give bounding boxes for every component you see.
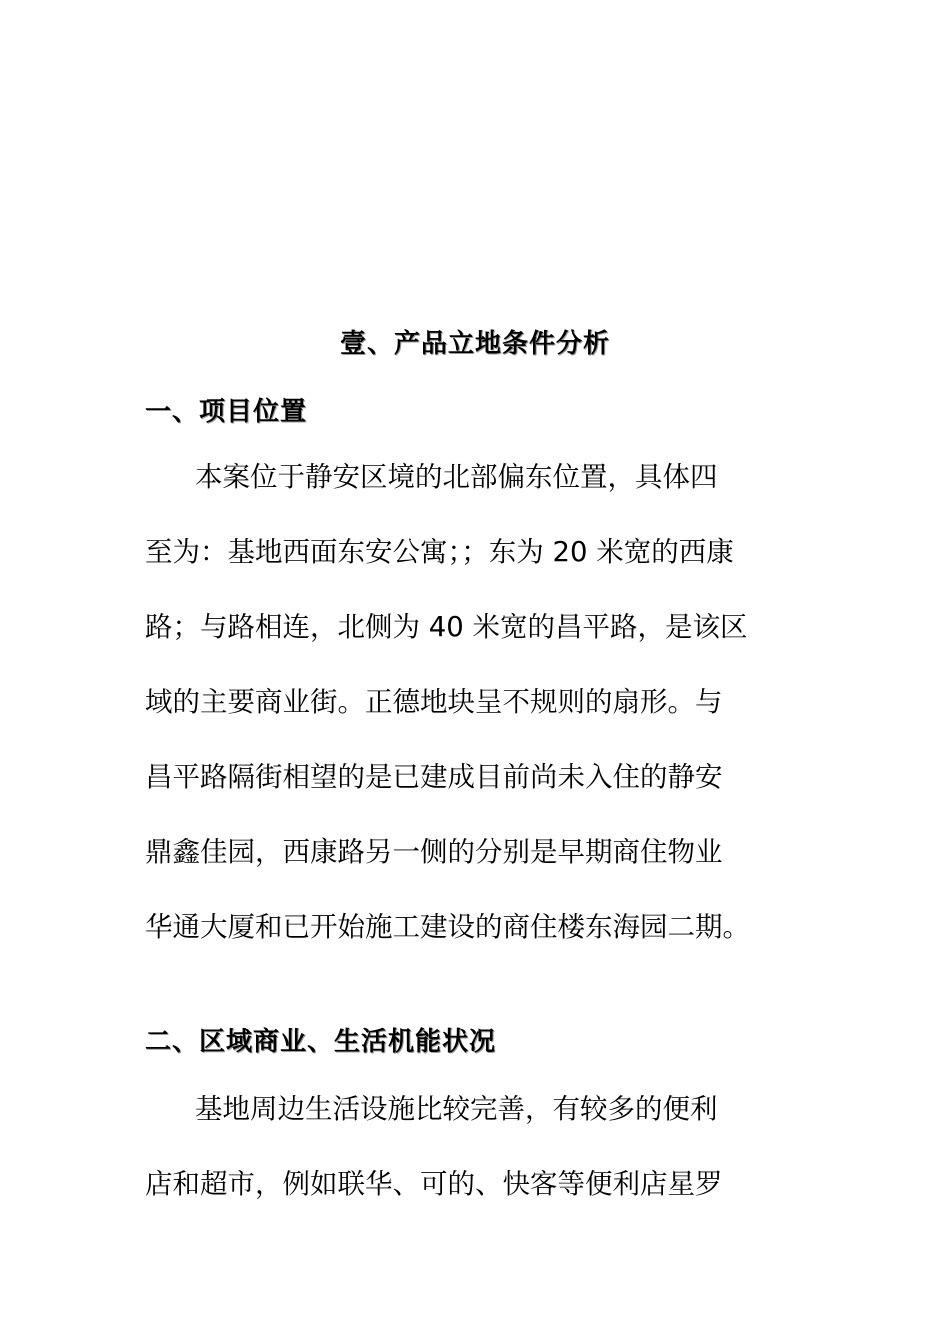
- paragraph-line: 华通大厦和已开始施工建设的商住楼东海园二期。: [145, 911, 750, 943]
- paragraph-line: 昌平路隔街相望的是已建成目前尚未入住的静安: [145, 761, 723, 793]
- paragraph-line: 域的主要商业街。正德地块呈不规则的扇形。与: [145, 686, 723, 718]
- section-heading-commerce: 二、区域商业、生活机能状况: [145, 1027, 497, 1057]
- document-title: 壹、产品立地条件分析: [339, 329, 610, 359]
- paragraph-line: 至为：基地西面东安公寓；；东为 20 米宽的西康: [145, 536, 734, 568]
- paragraph-line: 鼎鑫佳园，西康路另一侧的分别是早期商住物业: [145, 836, 723, 868]
- paragraph-line: 本案位于静安区境的北部偏东位置，具体四: [195, 461, 718, 493]
- section-heading-location: 一、项目位置: [145, 397, 308, 427]
- paragraph-line: 路；与路相连，北侧为 40 米宽的昌平路，是该区: [145, 611, 748, 643]
- paragraph-line: 店和超市，例如联华、可的、快客等便利店星罗: [145, 1168, 723, 1200]
- paragraph-line: 基地周边生活设施比较完善，有较多的便利: [195, 1093, 718, 1125]
